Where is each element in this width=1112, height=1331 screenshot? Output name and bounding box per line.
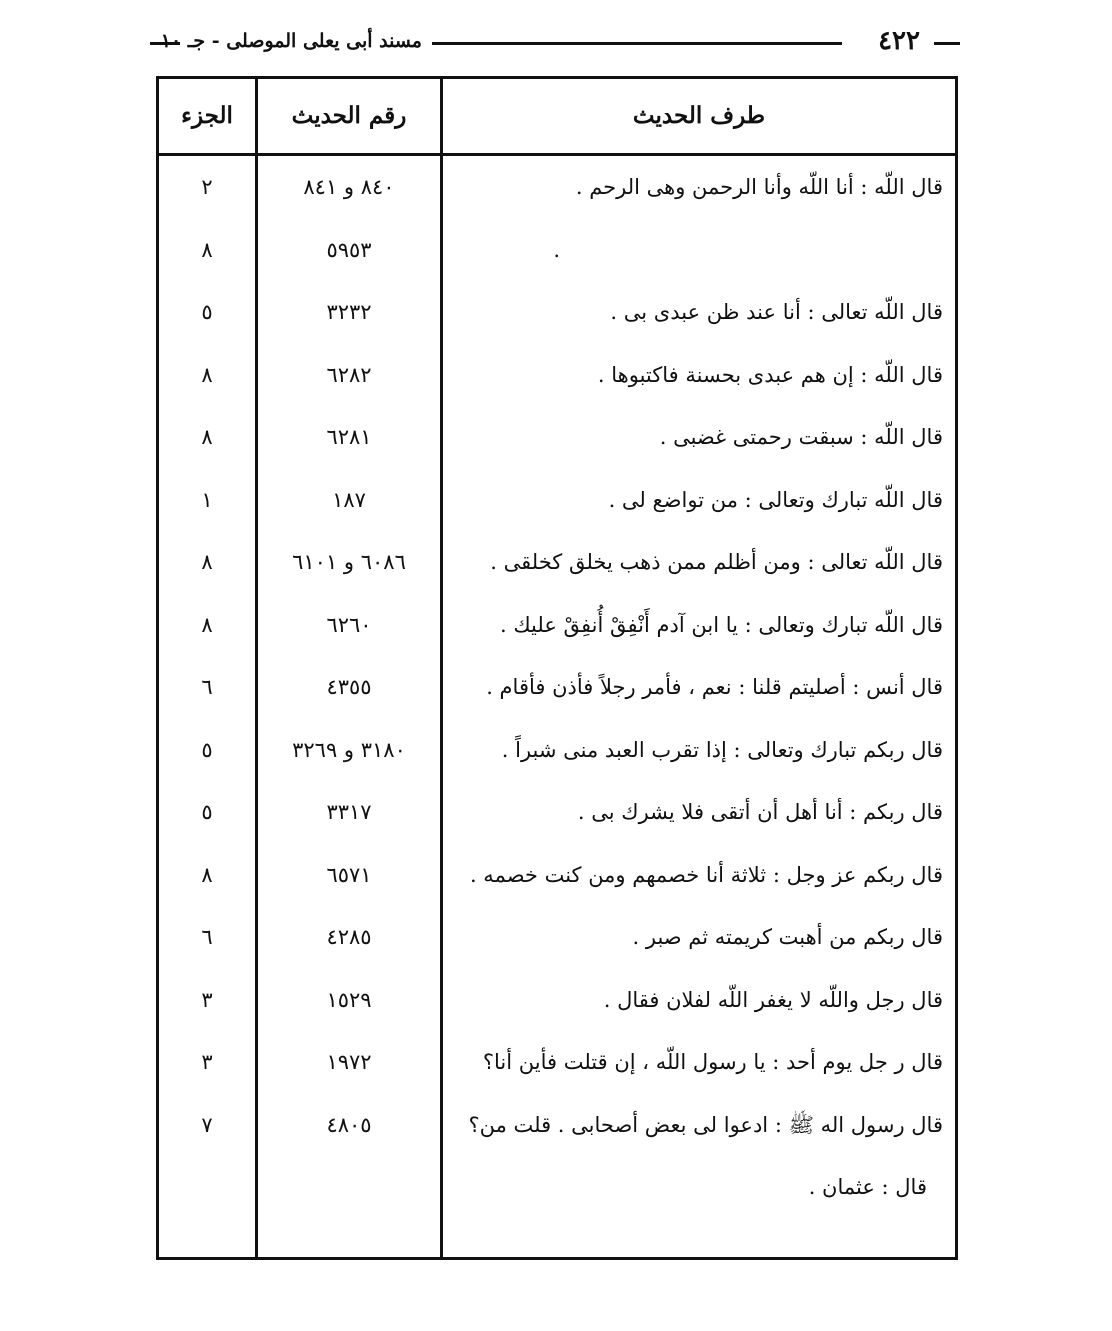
table-row: [159, 1031, 955, 1094]
volume-number: ٥: [201, 800, 213, 824]
table-row: [159, 594, 955, 657]
table-body: [159, 156, 955, 1219]
table-row: [159, 969, 955, 1032]
hadith-text: قال رجل واللّه لا يغفر اللّه لفلان فقال .: [603, 987, 943, 1012]
volume-number: ٨: [201, 237, 213, 262]
volume-number: ٨: [201, 425, 213, 449]
table-row: [159, 344, 955, 407]
hadith-number: ٤٨٠٥: [326, 1112, 372, 1137]
table-row: [159, 781, 955, 844]
header-rule-middle: [432, 42, 842, 45]
volume-number: ٥: [201, 737, 213, 762]
table-row: [159, 1156, 955, 1219]
table-row: [159, 906, 955, 969]
volume-number: ٨: [201, 550, 213, 574]
volume-number: ٥: [201, 300, 213, 324]
column-header-volume: الجزء: [181, 102, 233, 129]
page-header: [150, 26, 960, 58]
volume-number: ٣: [201, 1050, 213, 1074]
table-row: [159, 156, 955, 219]
hadith-text: قال اللّه تبارك وتعالى : يا ابن آدم أَنْفِقْ أُنفِقْ عليك .: [499, 612, 943, 637]
volume-number: ٦: [201, 675, 213, 699]
hadith-text: قال اللّه : إن هم عبدى بحسنة فاكتبوها .: [597, 362, 943, 387]
hadith-text: قال اللّه : أنا اللّه وأنا الرحمن وهى الرحم .: [575, 175, 943, 199]
hadith-text: قال : عثمان .: [808, 1175, 927, 1199]
hadith-number: ١٥٢٩: [326, 987, 372, 1012]
hadith-text: قال أنس : أصليتم قلنا : نعم ، فأمر رجلاً فأذن فأقام .: [486, 675, 943, 699]
table-row: [159, 406, 955, 469]
volume-number: ٦: [201, 925, 213, 949]
book-title: مسند أبى يعلى الموصلى - جـ ١٠: [160, 30, 422, 52]
hadith-text: قال ربكم : أنا أهل أن أتقى فلا يشرك بى .: [577, 800, 943, 824]
table-row: [159, 844, 955, 907]
column-header-hadith-text: طرف الحديث: [632, 102, 766, 129]
hadith-number: ٨٤٠ و ٨٤١: [303, 175, 395, 199]
hadith-number: ٦٥٧١: [326, 862, 372, 887]
hadith-text: .: [553, 237, 560, 262]
hadith-number: ٥٩٥٣: [326, 237, 372, 262]
table-row: [159, 531, 955, 594]
hadith-number: ٦٢٦٠: [326, 612, 372, 637]
hadith-text: قال ر جل يوم أحد : يا رسول اللّه ، إن قتلت فأين أنا؟: [482, 1050, 943, 1074]
volume-number: [159, 1156, 255, 1219]
volume-number: ١: [201, 487, 213, 512]
table-row: [159, 719, 955, 782]
page-number: ٤٢٢: [878, 26, 920, 56]
hadith-number: ٦٢٨١: [326, 425, 372, 449]
volume-number: ٨: [201, 862, 213, 887]
hadith-number: ٣٣١٧: [326, 800, 372, 824]
hadith-text: قال رسول اله ﷺ : ادعوا لى بعض أصحابى . قلت من؟: [468, 1112, 943, 1137]
volume-number: ٨: [201, 362, 213, 387]
volume-number: ٢: [201, 175, 213, 199]
hadith-number: ٣٢٣٢: [326, 300, 372, 324]
hadith-number: ٦٠٨٦ و ٦١٠١: [292, 550, 406, 574]
hadith-number: ١٩٧٢: [326, 1050, 372, 1074]
hadith-number: ٦٢٨٢: [326, 362, 372, 387]
hadith-text: قال ربكم عز وجل : ثلاثة أنا خصمهم ومن كنت خصمه .: [469, 862, 943, 887]
hadith-number: ٤٢٨٥: [326, 925, 372, 949]
header-rule-right: [934, 42, 960, 45]
hadith-index-table: [156, 76, 958, 1260]
hadith-number: [258, 1156, 440, 1219]
table-row: [159, 219, 955, 282]
table-header-row: [159, 79, 955, 156]
hadith-number: ٤٣٥٥: [326, 675, 372, 699]
column-header-hadith-number: رقم الحديث: [291, 102, 407, 129]
hadith-text: قال اللّه تعالى : ومن أظلم ممن ذهب يخلق كخلقى .: [490, 550, 943, 574]
hadith-number: ٣١٨٠ و ٣٢٦٩: [292, 737, 406, 762]
hadith-text: قال ربكم تبارك وتعالى : إذا تقرب العبد منى شبراً .: [501, 737, 943, 762]
table-row: [159, 469, 955, 532]
table-row: [159, 281, 955, 344]
hadith-text: قال اللّه : سبقت رحمتى غضبى .: [659, 425, 943, 449]
hadith-text: قال ربكم من أهبت كريمته ثم صبر .: [632, 925, 943, 949]
header-rule-left: [150, 42, 180, 45]
hadith-text: قال اللّه تعالى : أنا عند ظن عبدى بى .: [610, 300, 943, 324]
volume-number: ٧: [201, 1112, 213, 1137]
volume-number: ٣: [201, 987, 213, 1012]
hadith-number: ١٨٧: [332, 487, 366, 512]
volume-number: ٨: [201, 612, 213, 637]
table-row: [159, 1094, 955, 1157]
table-row: [159, 656, 955, 719]
hadith-text: قال اللّه تبارك وتعالى : من تواضع لى .: [608, 487, 943, 512]
